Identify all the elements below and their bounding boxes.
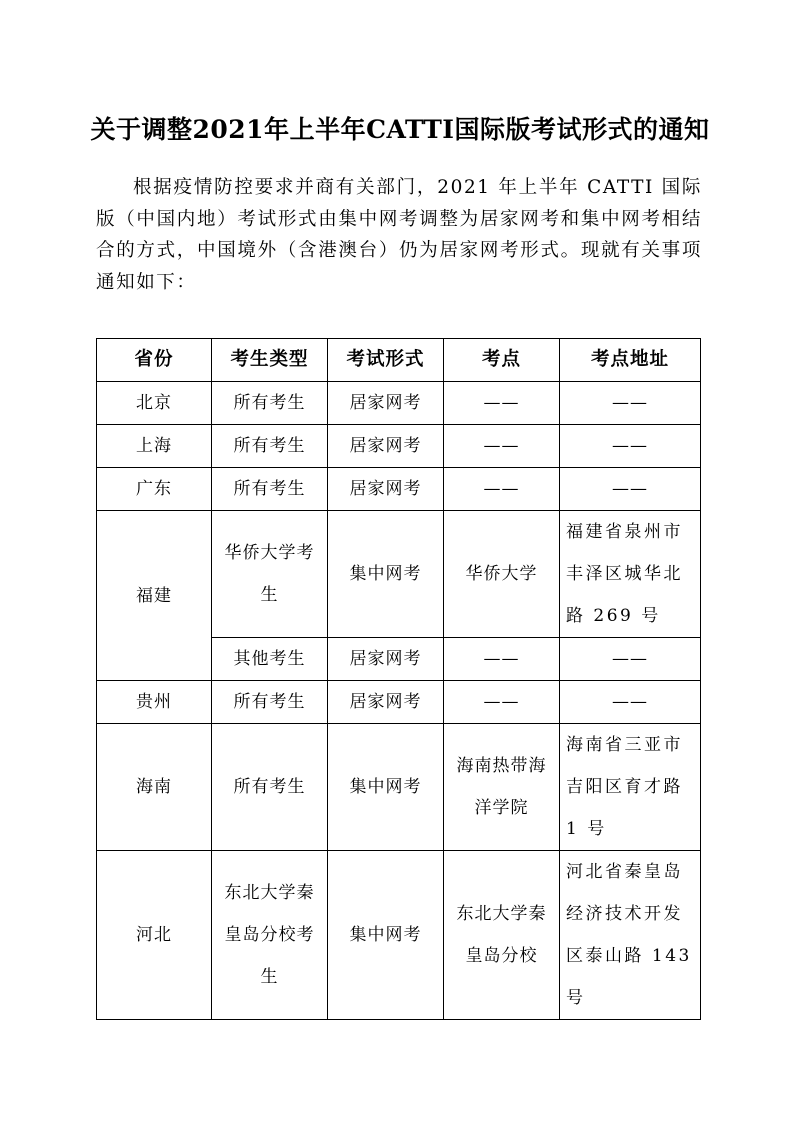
- cell-province: 北京: [97, 382, 212, 425]
- header-site: 考点: [444, 339, 560, 382]
- header-address: 考点地址: [560, 339, 701, 382]
- table-row: [97, 425, 701, 468]
- cell-type: 所有考生: [212, 468, 328, 511]
- table-row: [97, 382, 701, 425]
- cell-form: 居家网考: [328, 681, 444, 724]
- cell-province: 河北: [97, 851, 212, 1020]
- cell-form: 居家网考: [328, 468, 444, 511]
- cell-type: 所有考生: [212, 382, 328, 425]
- cell-site: ——: [444, 425, 560, 468]
- cell-form: 居家网考: [328, 425, 444, 468]
- cell-form: 集中网考: [328, 511, 444, 638]
- cell-form: 居家网考: [328, 638, 444, 681]
- cell-site: ——: [444, 638, 560, 681]
- cell-form: 集中网考: [328, 724, 444, 851]
- cell-type: 所有考生: [212, 425, 328, 468]
- exam-form-table: [96, 338, 701, 1020]
- cell-address: 福建省泉州市丰泽区城华北路 269 号: [560, 511, 701, 638]
- cell-address: ——: [560, 638, 701, 681]
- table-row: [97, 511, 701, 638]
- cell-type: 华侨大学考生: [212, 511, 328, 638]
- cell-type: 东北大学秦皇岛分校考生: [212, 851, 328, 1020]
- cell-province: 海南: [97, 724, 212, 851]
- document-title: 关于调整2021年上半年CATTI国际版考试形式的通知: [90, 115, 710, 144]
- cell-address: ——: [560, 425, 701, 468]
- cell-address: 河北省秦皇岛经济技术开发区泰山路 143 号: [560, 851, 701, 1020]
- table-row: [97, 468, 701, 511]
- table-header-row: [97, 339, 701, 382]
- cell-type: 所有考生: [212, 681, 328, 724]
- cell-form: 集中网考: [328, 851, 444, 1020]
- cell-site: ——: [444, 681, 560, 724]
- cell-site: ——: [444, 468, 560, 511]
- cell-address: 海南省三亚市吉阳区育才路 1 号: [560, 724, 701, 851]
- cell-site: 华侨大学: [444, 511, 560, 638]
- cell-address: ——: [560, 468, 701, 511]
- table-row: [97, 681, 701, 724]
- cell-province: 福建: [97, 511, 212, 681]
- cell-type: 所有考生: [212, 724, 328, 851]
- table-row: [97, 851, 701, 1020]
- table-row: [97, 724, 701, 851]
- cell-address: ——: [560, 382, 701, 425]
- cell-type: 其他考生: [212, 638, 328, 681]
- cell-form: 居家网考: [328, 382, 444, 425]
- cell-province: 上海: [97, 425, 212, 468]
- cell-site: 东北大学秦皇岛分校: [444, 851, 560, 1020]
- cell-site: ——: [444, 382, 560, 425]
- cell-site: 海南热带海洋学院: [444, 724, 560, 851]
- header-type: 考生类型: [212, 339, 328, 382]
- header-province: 省份: [97, 339, 212, 382]
- header-form: 考试形式: [328, 339, 444, 382]
- cell-address: ——: [560, 681, 701, 724]
- cell-province: 贵州: [97, 681, 212, 724]
- intro-paragraph: 根据疫情防控要求并商有关部门，2021 年上半年 CATTI 国际版（中国内地）考试形式由集中网考调整为居家网考和集中网考相结合的方式，中国境外（含港澳台）仍为居家网考形式。现就有关事项通知如下：: [96, 177, 702, 293]
- cell-province: 广东: [97, 468, 212, 511]
